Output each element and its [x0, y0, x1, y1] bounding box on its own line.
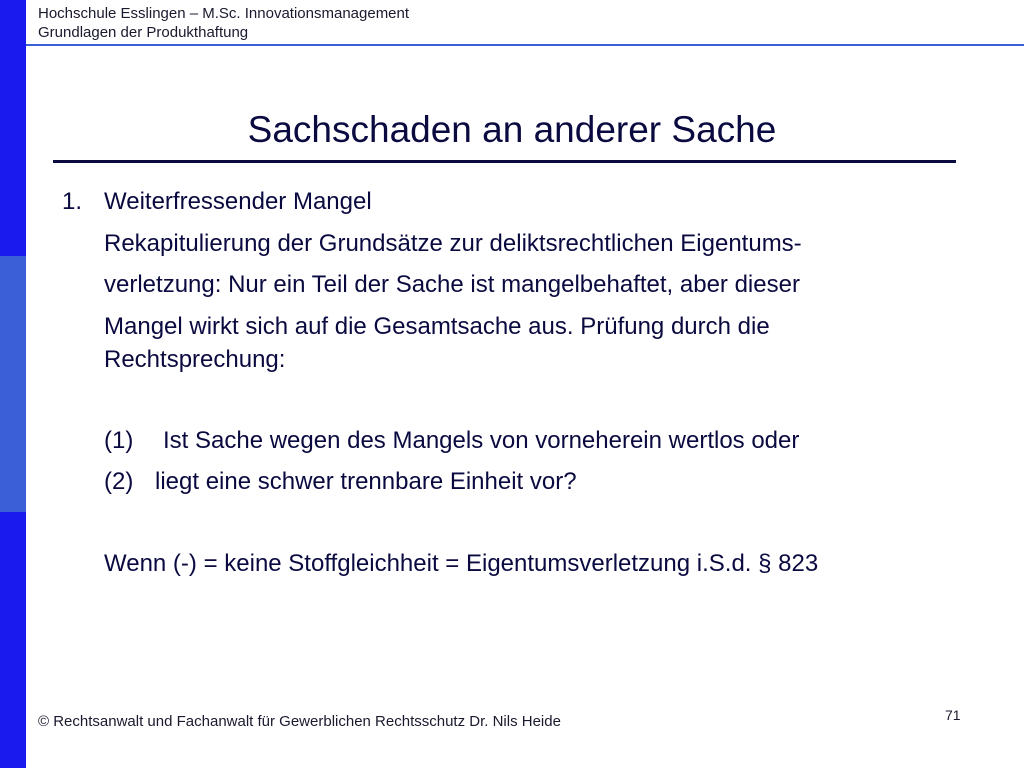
accent-bar-bottom-segment — [0, 512, 26, 768]
sub-item-marker: (1) — [104, 427, 134, 454]
slide-footer: © Rechtsanwalt und Fachanwalt für Gewerblichen Rechtsschutz Dr. Nils Heide — [38, 713, 561, 730]
header-institution: Hochschule Esslingen – M.Sc. Innovationsmanagement — [38, 5, 410, 22]
slide-header — [38, 4, 409, 42]
paragraph-line: Rekapitulierung der Grundsätze zur deliktsrechtlichen Eigentums- — [104, 230, 802, 257]
paragraph-line: verletzung: Nur ein Teil der Sache ist mangelbehaftet, aber dieser — [104, 271, 800, 298]
item-number: 1. — [62, 188, 83, 215]
header-course: Grundlagen der Produkthaftung — [38, 24, 249, 41]
page-number: 71 — [945, 707, 961, 723]
sub-item-marker: (2) — [104, 468, 134, 495]
item-heading: Weiterfressender Mangel — [104, 188, 372, 215]
paragraph-line: Rechtsprechung: — [104, 346, 286, 373]
sub-item-text: liegt eine schwer trennbare Einheit vor? — [155, 468, 577, 495]
title-underline — [53, 160, 956, 163]
header-divider — [26, 44, 1024, 46]
sub-item-text: Ist Sache wegen des Mangels von vorneherein wertlos oder — [163, 427, 800, 454]
accent-bar-middle-segment — [0, 256, 26, 512]
slide-title: Sachschaden an anderer Sache — [247, 109, 777, 150]
conclusion-line: Wenn (-) = keine Stoffgleichheit = Eigentumsverletzung i.S.d. § 823 — [104, 550, 819, 577]
paragraph-line: Mangel wirkt sich auf die Gesamtsache aus. Prüfung durch die — [104, 313, 770, 340]
